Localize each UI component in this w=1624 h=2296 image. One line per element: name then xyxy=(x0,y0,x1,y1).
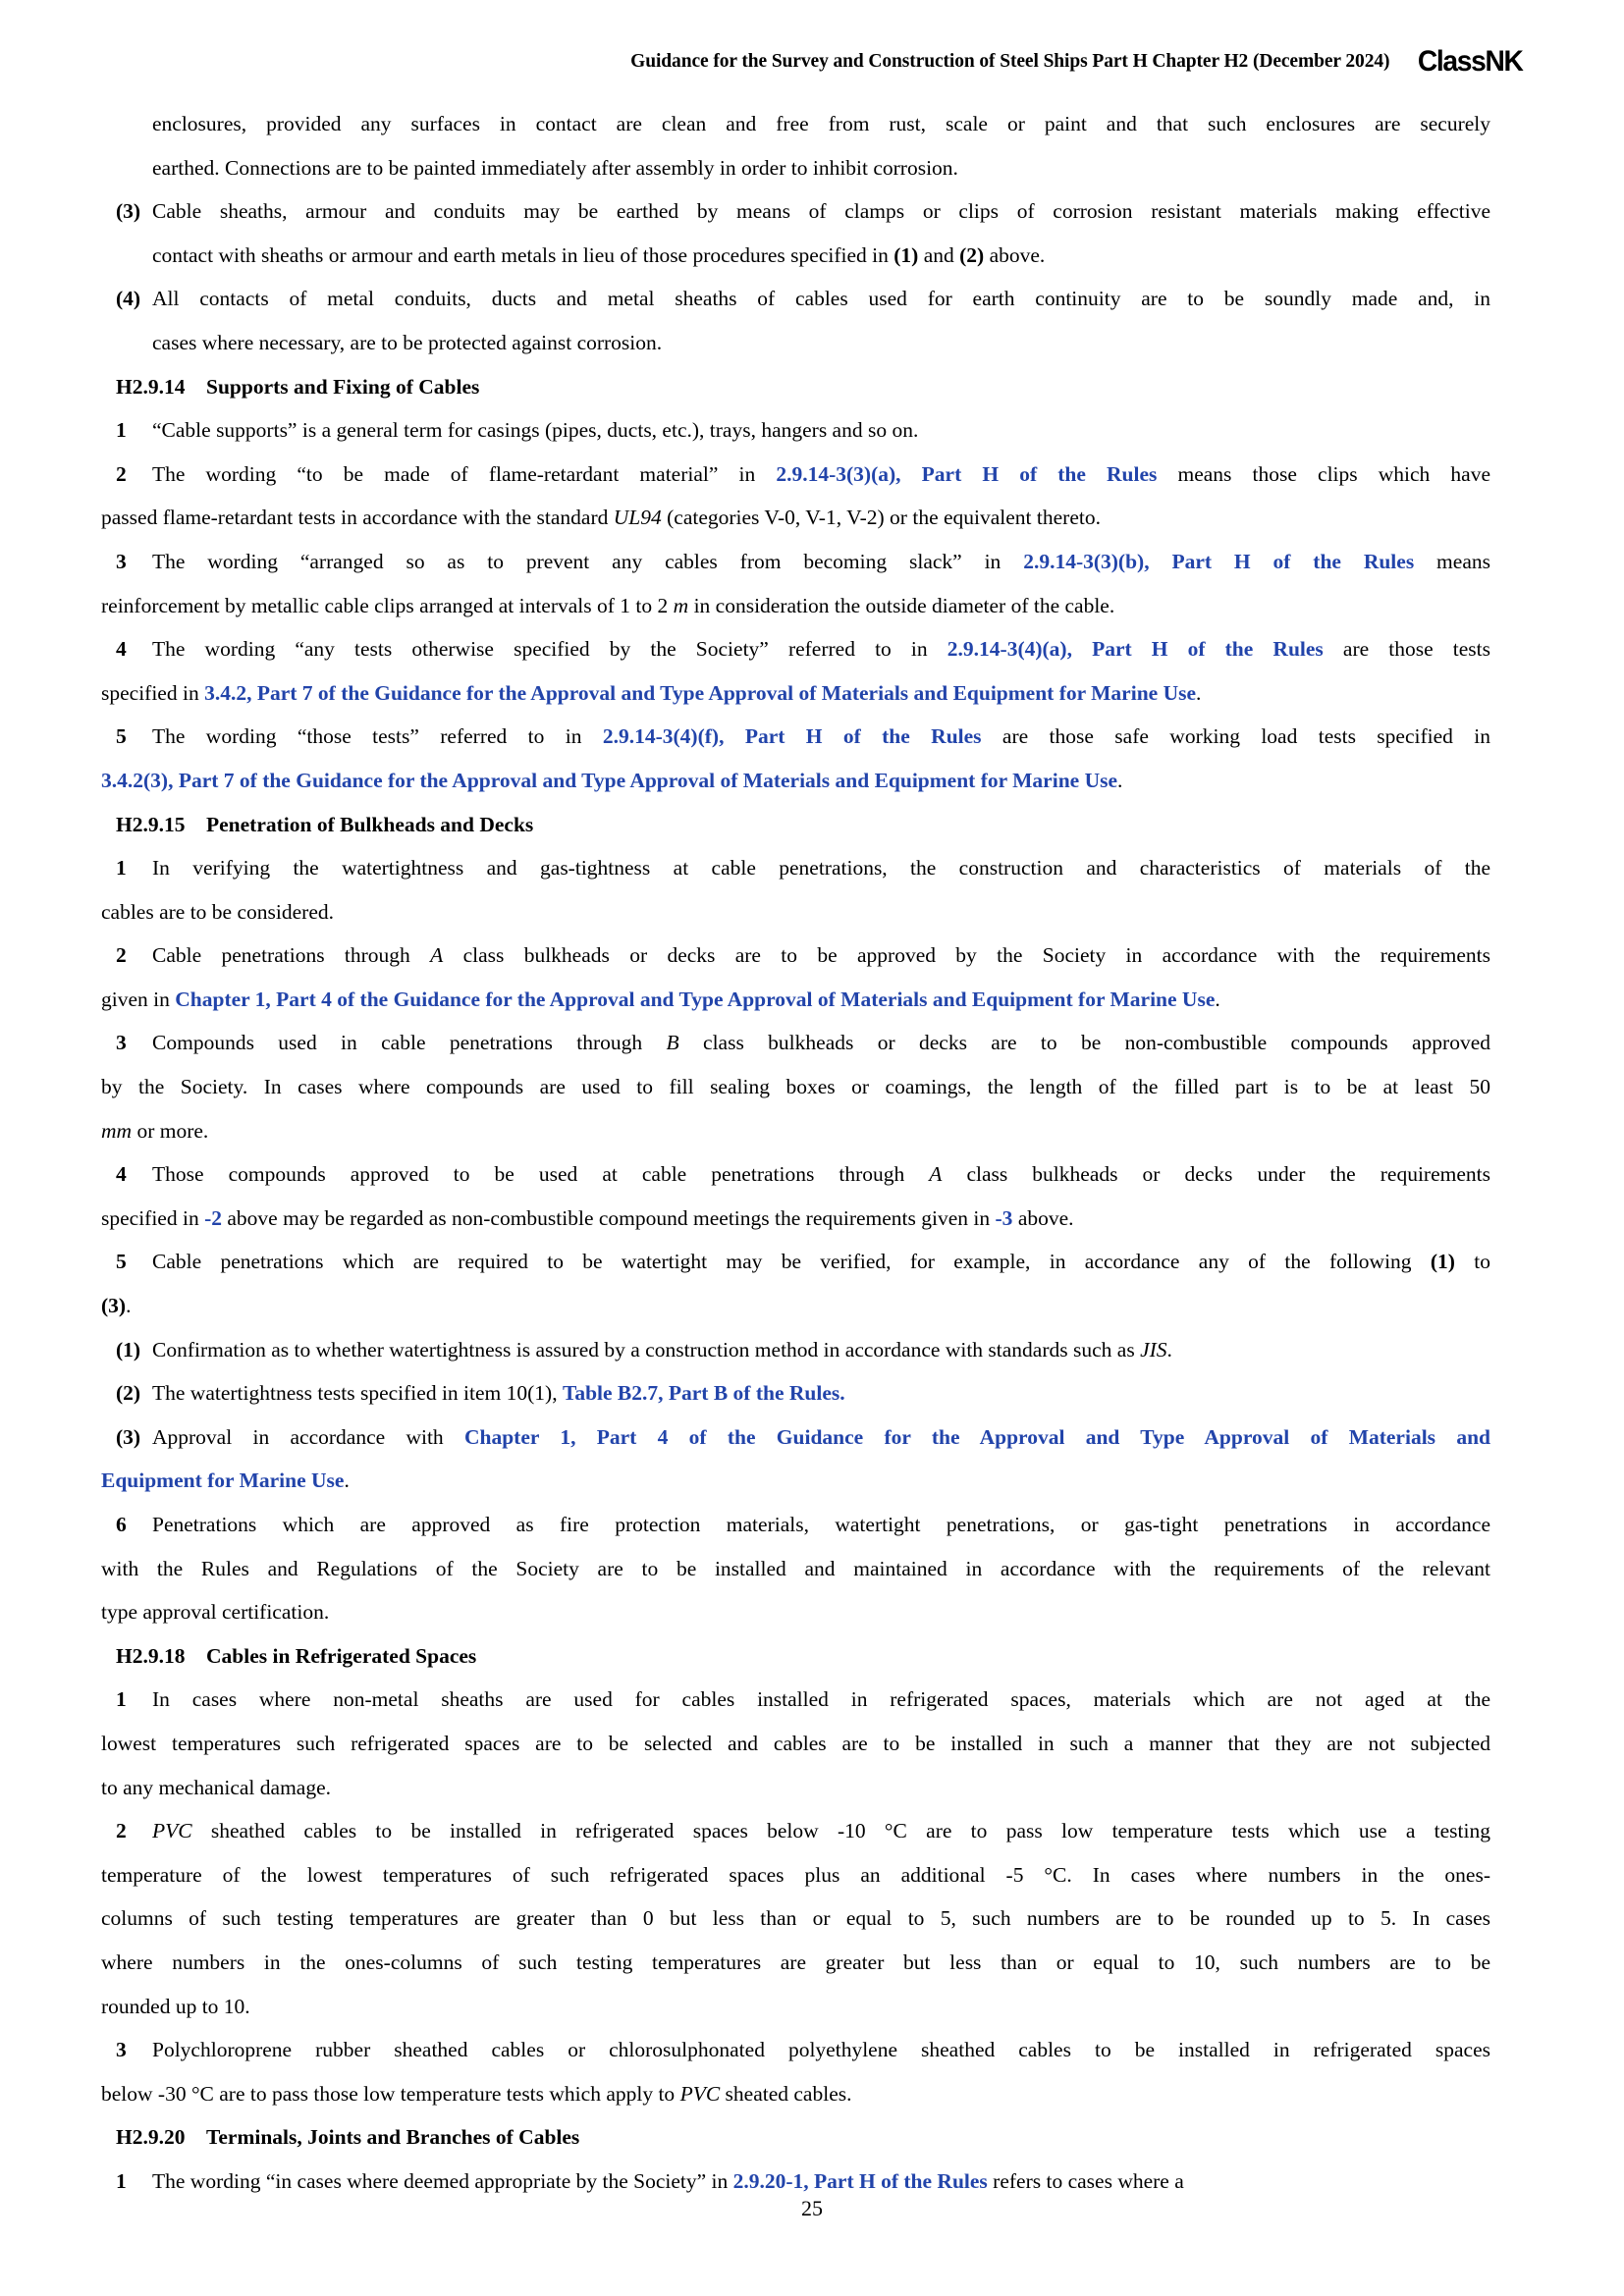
paragraph xyxy=(101,1021,1490,1152)
text-line xyxy=(101,846,1490,890)
rule-reference: 2.9.20-1, Part H of the Rules xyxy=(732,2168,988,2193)
section-heading-h2-9-14 xyxy=(101,365,1490,409)
text-line xyxy=(101,759,1490,803)
text-line xyxy=(101,1678,1490,1722)
text-line xyxy=(101,1197,1490,1241)
text-line xyxy=(101,1021,1490,1065)
text-bold: (1) xyxy=(1430,1250,1455,1274)
text-line xyxy=(101,1328,1490,1372)
text-line: where numbers in the ones-columns of such testing temperatures are greater but less than or equal to 10, such numbers are to be xyxy=(101,1949,1490,1974)
text-line: columns of such testing temperatures are greater than 0 but less than or equal to 5, such numbers are to be rounded up to 5. In cases xyxy=(101,1906,1490,1931)
text-bold: (3) xyxy=(101,1294,127,1318)
text-line xyxy=(101,1503,1490,1547)
text-line xyxy=(101,934,1490,978)
text-run: The wording “any tests otherwise specified by the Society” referred to in xyxy=(152,637,947,662)
text-run: class bulkheads or decks are to be non-combustible compounds approved xyxy=(678,1031,1490,1055)
paragraph xyxy=(101,1809,1490,2028)
text-run: (categories V-0, V-1, V-2) or the equivalent thereto. xyxy=(661,506,1101,530)
text-run: in consideration the outside diameter of the cable. xyxy=(688,593,1115,617)
text-line xyxy=(101,189,1490,234)
guidance-reference: 3.4.2, Part 7 of the Guidance for the Approval and Type Approval of Materials and Equipment for Marine Use xyxy=(204,680,1197,705)
text-line xyxy=(101,453,1490,497)
text-line xyxy=(101,1152,1490,1197)
text-run: given in xyxy=(101,987,176,1011)
text-run: Cable sheaths, armour and conduits may be earthed by means of clamps or clips of corrosion resistant materials making effective xyxy=(152,199,1490,224)
text-line xyxy=(101,671,1490,716)
guidance-reference: Chapter 1, Part 4 of the Guidance for the Approval and Type Approval of Materials and Equipment for Marine Use xyxy=(175,987,1216,1011)
list-marker: (3) xyxy=(116,199,141,224)
list-item xyxy=(101,1328,1490,1372)
text-line xyxy=(101,1371,1490,1415)
text-run: or more. xyxy=(132,1118,209,1143)
text-run: All contacts of metal conduits, ducts and metal sheaths of cables used for earth continuity are to be soundly made and, in xyxy=(152,287,1490,311)
text-run: The wording “those tests” referred to in xyxy=(152,724,603,749)
section-title: Terminals, Joints and Branches of Cables xyxy=(206,2125,580,2150)
text-run: means xyxy=(1414,549,1490,573)
text-line: type approval certification. xyxy=(101,1600,330,1625)
text-run: contact with sheaths or armour and earth metals in lieu of those procedures specified in xyxy=(152,242,894,267)
internal-reference: -3 xyxy=(995,1205,1013,1230)
guidance-reference: 3.4.2(3), Part 7 of the Guidance for the Approval and Type Approval of Materials and Equipment for Marine Use xyxy=(101,768,1118,792)
section-heading-h2-9-18 xyxy=(101,1634,1490,1679)
text-line: earthed. Connections are to be painted immediately after assembly in order to inhibit corrosion. xyxy=(152,155,958,180)
text-run: are those tests xyxy=(1323,637,1491,662)
text-line: cases where necessary, are to be protected against corrosion. xyxy=(152,330,663,354)
text-line: with the Rules and Regulations of the Society are to be installed and maintained in accordance with the requirements of the relevant xyxy=(101,1556,1490,1580)
rule-reference: 2.9.14-3(3)(b), Part H of the Rules xyxy=(1023,549,1415,573)
text-run: . xyxy=(1166,1337,1172,1362)
text-line xyxy=(101,408,1490,453)
text-run: reinforcement by metallic cable clips arranged at intervals of 1 to 2 xyxy=(101,593,674,617)
text-line xyxy=(101,2072,1490,2116)
text-run: to xyxy=(1454,1250,1490,1274)
text-italic: A xyxy=(929,1162,943,1187)
list-marker: (3) xyxy=(116,1424,141,1449)
text-run: The watertightness tests specified in item 10(1), xyxy=(152,1381,563,1406)
text-run: specified in xyxy=(101,680,205,705)
list-item xyxy=(101,277,1490,364)
text-line: enclosures, provided any surfaces in contact are clean and free from rust, scale or paint and that such enclosures are securely xyxy=(152,112,1490,135)
list-marker: (1) xyxy=(116,1337,141,1362)
text-italic: PVC xyxy=(152,1819,192,1843)
text-run: below -30 °C are to pass those low temperature tests which apply to xyxy=(101,2081,680,2106)
text-run: above may be regarded as non-combustible compound meetings the requirements given in xyxy=(222,1205,996,1230)
section-number: H2.9.14 xyxy=(116,374,186,399)
text-line xyxy=(101,234,1490,278)
text-run: The wording “in cases where deemed appropriate by the Society” in xyxy=(152,2168,733,2193)
text-italic: A xyxy=(430,943,444,968)
section-title: Penetration of Bulkheads and Decks xyxy=(206,812,534,836)
list-item xyxy=(101,189,1490,277)
text-run: In verifying the watertightness and gas-tightness at cable penetrations, the construction and characteristics of materials of the xyxy=(152,856,1490,881)
text-line xyxy=(101,540,1490,584)
section-number: H2.9.18 xyxy=(116,1643,186,1668)
paragraph xyxy=(101,627,1490,715)
text-line xyxy=(101,1459,1490,1503)
text-run: . xyxy=(1117,768,1123,792)
text-run: Polychloroprene rubber sheathed cables or chlorosulphonated polyethylene sheathed cables to be installed in refrigerated spaces xyxy=(152,2038,1490,2062)
paragraph-number: 1 xyxy=(116,418,127,443)
text-run: Those compounds approved to be used at cable penetrations through xyxy=(152,1162,930,1187)
text-run: . xyxy=(1196,680,1202,705)
paragraph-number: 5 xyxy=(116,1250,127,1274)
text-run: Approval in accordance with xyxy=(152,1424,464,1449)
section-number: H2.9.15 xyxy=(116,812,186,836)
paragraph xyxy=(101,1503,1490,1634)
text-run: . xyxy=(126,1294,132,1318)
text-italic: m xyxy=(673,593,689,617)
rule-reference: 2.9.14-3(4)(a), Part H of the Rules xyxy=(947,637,1324,662)
text-line xyxy=(101,1240,1490,1284)
text-run: specified in xyxy=(101,1205,205,1230)
text-line xyxy=(101,584,1490,628)
text-run: “Cable supports” is a general term for casings (pipes, ducts, etc.), trays, hangers and so on. xyxy=(152,418,919,443)
list-item xyxy=(101,1415,1490,1503)
text-run: above. xyxy=(984,242,1046,267)
section-heading-h2-9-20 xyxy=(101,2115,1490,2160)
paragraph-number: 6 xyxy=(116,1513,127,1536)
paragraph xyxy=(101,408,1490,453)
paragraph-number: 4 xyxy=(116,637,127,662)
page-header xyxy=(101,47,1523,90)
text-run: Compounds used in cable penetrations through xyxy=(152,1031,667,1055)
text-run: The wording “to be made of flame-retardant material” in xyxy=(152,461,777,486)
classnk-logo: ClassNK xyxy=(1418,45,1523,78)
paragraph xyxy=(101,540,1490,627)
paragraph xyxy=(101,846,1490,934)
section-title: Cables in Refrigerated Spaces xyxy=(206,1643,477,1668)
text-line xyxy=(101,1284,1490,1328)
document-body xyxy=(101,102,1490,2204)
paragraph xyxy=(101,453,1490,540)
list-marker: (4) xyxy=(116,287,141,311)
text-run: The wording “arranged so as to prevent any cables from becoming slack” in xyxy=(152,549,1024,573)
rule-reference: 2.9.14-3(3)(a), Part H of the Rules xyxy=(776,461,1158,486)
text-run: class bulkheads or decks under the requirements xyxy=(942,1162,1490,1187)
text-line xyxy=(101,1415,1490,1460)
text-run: refers to cases where a xyxy=(987,2168,1184,2193)
section-heading-h2-9-15 xyxy=(101,803,1490,847)
text-line xyxy=(101,2028,1490,2072)
text-run: above. xyxy=(1012,1205,1074,1230)
paragraph-number: 3 xyxy=(116,2038,127,2062)
text-run: class bulkheads or decks are to be approved by the Society in accordance with the requirements xyxy=(443,943,1490,968)
text-run: and xyxy=(918,242,960,267)
text-run: Confirmation as to whether watertightness is assured by a construction method in accordance with standards such as xyxy=(152,1337,1141,1362)
internal-reference: -2 xyxy=(204,1205,222,1230)
text-line: cables are to be considered. xyxy=(101,899,334,924)
paragraph-number: 1 xyxy=(116,856,127,881)
paragraph-number: 2 xyxy=(116,461,127,486)
text-run: are those safe working load tests specified in xyxy=(981,724,1491,749)
text-run: sheated cables. xyxy=(720,2081,852,2106)
text-line xyxy=(101,715,1490,759)
text-bold: (1) xyxy=(893,242,919,267)
text-line: temperature of the lowest temperatures of such refrigerated spaces plus an additional -5 °C. In cases where numbers in the ones- xyxy=(101,1862,1490,1887)
paragraph-number: 1 xyxy=(116,2168,127,2193)
text-line: by the Society. In cases where compounds are used to fill sealing boxes or coamings, the length of the filled part is to be at least 50 xyxy=(101,1075,1490,1099)
header-title: Guidance for the Survey and Construction of Steel Ships Part H Chapter H2 (December 2024) xyxy=(630,51,1390,72)
text-run: Cable penetrations through xyxy=(152,943,431,968)
page-number: 25 xyxy=(801,2196,823,2220)
text-italic: PVC xyxy=(679,2081,721,2106)
text-italic: UL94 xyxy=(613,506,662,530)
paragraph xyxy=(101,2028,1490,2115)
paragraph xyxy=(101,715,1490,802)
paragraph-number: 2 xyxy=(116,1819,127,1843)
paragraph-number: 3 xyxy=(116,549,127,573)
paragraph-number: 1 xyxy=(116,1687,127,1712)
guidance-reference: Chapter 1, Part 4 of the Guidance for the Approval and Type Approval of Materials and xyxy=(463,1424,1490,1449)
text-bold: (2) xyxy=(959,242,985,267)
list-marker: (2) xyxy=(116,1381,141,1406)
text-line: to any mechanical damage. xyxy=(101,1775,332,1799)
table-reference: Table B2.7, Part B of the Rules. xyxy=(562,1381,845,1406)
rule-reference: 2.9.14-3(4)(f), Part H of the Rules xyxy=(602,724,982,749)
paragraph-number: 5 xyxy=(116,724,127,749)
text-line xyxy=(101,277,1490,321)
text-run: Penetrations which are approved as fire protection materials, watertight penetrations, or gas-tight penetrations in accordance xyxy=(152,1513,1490,1536)
text-line xyxy=(101,1109,1490,1153)
text-run: . xyxy=(344,1468,350,1493)
text-italic: JIS xyxy=(1140,1337,1167,1362)
text-line xyxy=(101,496,1490,540)
paragraph xyxy=(101,1240,1490,1327)
text-italic: B xyxy=(666,1031,679,1055)
text-run: sheathed cables to be installed in refrigerated spaces below -10 °C are to pass low temperature tests which use a testing xyxy=(191,1819,1490,1843)
list-item xyxy=(101,1371,1490,1415)
text-line: rounded up to 10. xyxy=(101,1994,250,2018)
paragraph-number: 4 xyxy=(116,1162,127,1187)
text-run: . xyxy=(1215,987,1220,1011)
carryover-paragraph xyxy=(101,102,1490,189)
paragraph-number: 3 xyxy=(116,1031,127,1055)
paragraph-number: 2 xyxy=(116,943,127,968)
text-run: passed flame-retardant tests in accordance with the standard xyxy=(101,506,614,530)
paragraph xyxy=(101,934,1490,1021)
text-line xyxy=(101,627,1490,671)
paragraph xyxy=(101,1678,1490,1809)
section-title: Supports and Fixing of Cables xyxy=(206,374,480,399)
text-run: In cases where non-metal sheaths are used for cables installed in refrigerated spaces, materials which are not aged at the xyxy=(152,1687,1490,1712)
text-run: Cable penetrations which are required to be watertight may be verified, for example, in accordance any of the following xyxy=(152,1250,1431,1274)
guidance-reference: Equipment for Marine Use xyxy=(101,1468,345,1493)
text-italic: mm xyxy=(101,1118,133,1143)
page-footer xyxy=(0,2196,1624,2221)
section-number: H2.9.20 xyxy=(116,2125,186,2150)
text-run: means those clips which have xyxy=(1157,461,1491,486)
text-line xyxy=(101,1809,1490,1853)
paragraph xyxy=(101,1152,1490,1240)
text-line xyxy=(101,978,1490,1022)
text-line: lowest temperatures such refrigerated spaces are to be selected and cables are to be installed in such a manner that they are not subjected xyxy=(101,1731,1490,1755)
